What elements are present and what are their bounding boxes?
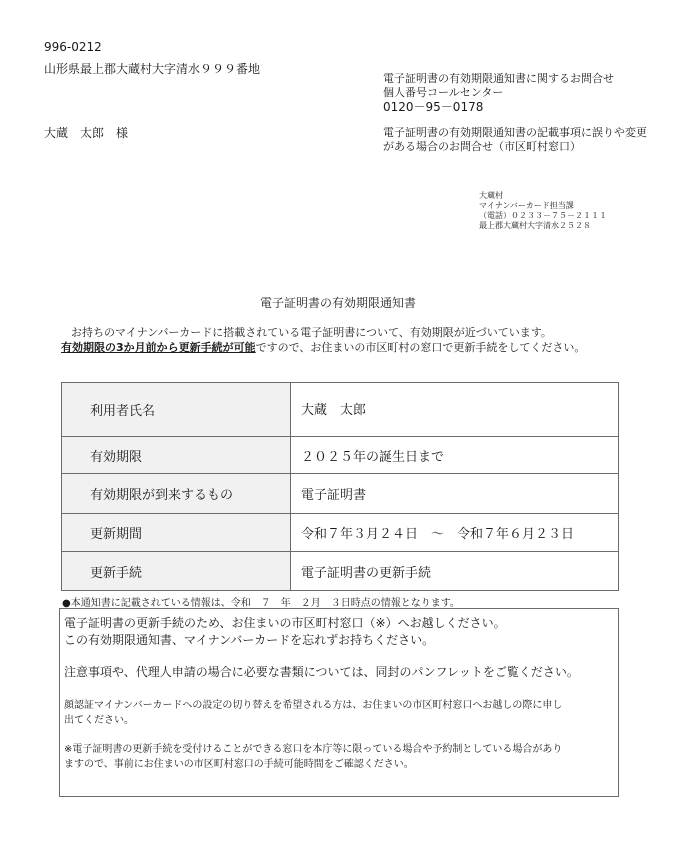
row-label-user-name: 利用者氏名 <box>62 383 291 437</box>
visit-line2: この有効期限通知書、マイナンバーカードを忘れずお持ちください。 <box>64 633 435 647</box>
correction-line2: がある場合のお問合せ（市区町村窓口） <box>383 140 581 153</box>
row-value-expiring-item: 電子証明書 <box>291 474 619 514</box>
face-auth-line2: 出てください。 <box>64 715 134 726</box>
recipient-name: 大蔵 太郎 様 <box>44 126 129 140</box>
visit-line1: 電子証明書の更新手続のため、お住まいの市区町村窓口（※）へお越しください。 <box>64 616 506 630</box>
row-label-renewal-procedure: 更新手続 <box>62 552 291 591</box>
sender-department: マイナンバーカード担当課 <box>479 201 574 210</box>
sender-phone: （電話）０２３３－７５－２１１１ <box>479 211 607 220</box>
info-date-note: ●本通知書に記載されている情報は、令和 ７ 年 ２月 ３日時点の情報となります。 <box>62 598 460 609</box>
sender-office: 大蔵村 <box>479 191 503 200</box>
reception-line1: ※電子証明書の更新手続を受付けることができる窓口を本庁等に限っている場合や予約制としている場合があり <box>64 744 563 755</box>
intro-line2-rest: ですので、お住まいの市区町村の窓口で更新手続をしてください。 <box>255 341 586 354</box>
inquiry-line1: 電子証明書の有効期限通知書に関するお問合せ <box>383 72 614 85</box>
row-value-renewal-period: 令和７年３月２４日 ～ 令和７年６月２３日 <box>291 514 619 552</box>
intro-emphasis: 有効期限の3か月前から更新手続が可能 <box>61 341 256 354</box>
row-value-renewal-procedure: 電子証明書の更新手続 <box>291 552 619 591</box>
table-row <box>62 474 619 514</box>
row-value-user-name: 大蔵 太郎 <box>291 383 619 437</box>
postal-code: 996-0212 <box>44 40 102 54</box>
correction-line1: 電子証明書の有効期限通知書の記載事項に誤りや変更 <box>383 126 647 139</box>
row-label-expiry: 有効期限 <box>62 437 291 474</box>
row-label-renewal-period: 更新期間 <box>62 514 291 552</box>
row-value-expiry: ２０２５年の誕生日まで <box>291 437 619 474</box>
recipient-address: 山形県最上郡大蔵村大字清水９９９番地 <box>44 62 261 76</box>
intro-line2 <box>61 339 585 355</box>
table-row <box>62 383 619 437</box>
documents-note: 注意事項や、代理人申請の場合に必要な書類については、同封のパンフレットをご覧ください。 <box>64 665 579 679</box>
row-label-expiring-item: 有効期限が到来するもの <box>62 474 291 514</box>
table-row <box>62 437 619 474</box>
call-center-phone: 0120－95－0178 <box>383 100 484 114</box>
certificate-info-table <box>61 382 619 591</box>
intro-line1: お持ちのマイナンバーカードに搭載されている電子証明書について、有効期限が近づいています。 <box>71 326 552 339</box>
reception-line2: ますので、事前にお住まいの市区町村窓口の手続可能時間をご確認ください。 <box>64 759 414 770</box>
sender-address: 最上郡大蔵村大字清水２５２８ <box>479 221 591 230</box>
notice-title: 電子証明書の有効期限通知書 <box>259 296 416 310</box>
table-row <box>62 552 619 591</box>
table-row <box>62 514 619 552</box>
face-auth-line1: 顔認証マイナンバーカードへの設定の切り替えを希望される方は、お住まいの市区町村窓口へお越しの際に申し <box>64 700 563 711</box>
inquiry-line2: 個人番号コールセンター <box>383 86 504 99</box>
